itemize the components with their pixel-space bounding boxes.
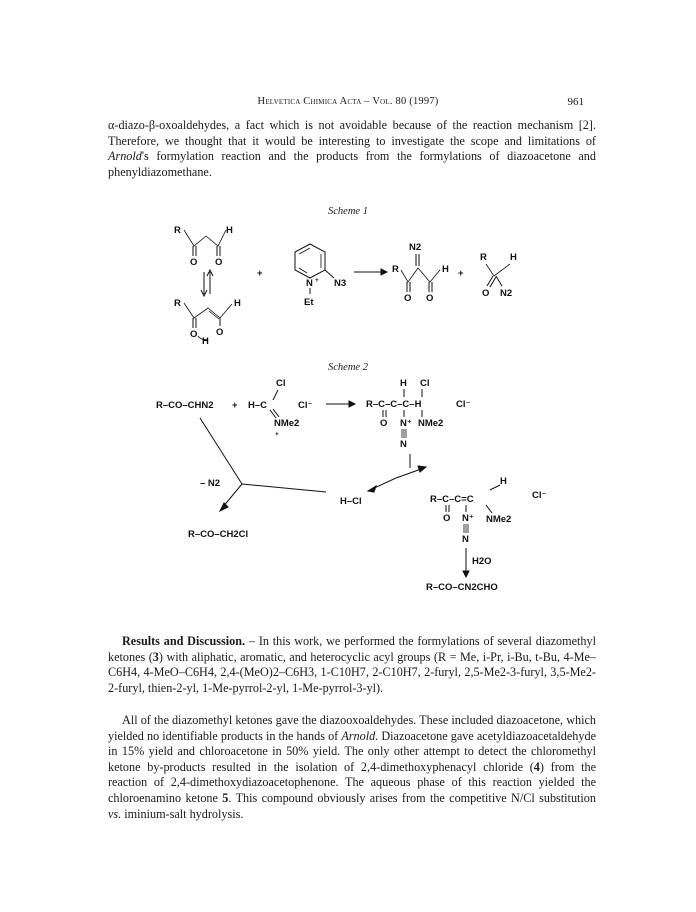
s1-byprod-b1	[486, 264, 494, 276]
s1-H-OH: H	[202, 336, 209, 347]
results-text-a: – In this work, we performed the formylations of several diazomethyl ketones (	[108, 634, 596, 664]
s2-plus: +	[232, 400, 238, 411]
s1-H-enol: H	[234, 298, 241, 309]
intro-text-1: α-diazo-β-oxoaldehydes, a fact which is not avoidable because of the reaction mechanism [2]. Therefore, we thought that it would be interesting to investigate the scope and limitations of	[108, 118, 596, 148]
s2-enamine-N: N	[462, 534, 469, 545]
s2-hydrolysis-arrow-head	[463, 571, 469, 577]
s1-byprod-b2	[494, 264, 510, 276]
results-text-b: ) with aliphatic, aromatic, and heterocyclic acyl groups (R = Me, i-Pr, i-Bu, t-Bu, 4-Me–C6H4, 4-MeO–C6H4, 2,4-(MeO)2–C6H3, 1-C10H7, 2-C10H7, 2-furyl, 2,5-Me2-3-furyl, 3,5-Me2-2-furyl, thien-2-yl, 1-Me-pyrrol-2-yl, 1-Me-pyrrol-3-yl).	[108, 649, 596, 695]
s2-vilsmeier-Clminus: Cl⁻	[298, 400, 313, 411]
s1-N3: N3	[334, 278, 347, 289]
s2-HCl: H–Cl	[340, 496, 362, 507]
intro-author: Arnold	[108, 149, 142, 164]
s1-byprod-COb	[490, 277, 496, 287]
s1-N-plus: +	[315, 277, 319, 284]
s1-O-prod-2: O	[426, 293, 434, 304]
s1-O-keto-2: O	[215, 257, 223, 268]
discussion-text-e: iminium-salt hydrolysis.	[121, 806, 244, 821]
discussion-text-d: . This compound obviously arises from the competitive N/Cl substitution	[228, 790, 596, 805]
s1-pyridinium-ring	[295, 244, 325, 278]
s2-product: R–CO–CN2CHO	[426, 582, 498, 593]
s1-O-enol-1: O	[190, 329, 198, 340]
s1-enol-chain	[184, 303, 232, 318]
results-paragraph	[108, 634, 596, 696]
s2-enamine-NMe2: NMe2	[486, 514, 512, 525]
s1-N2-prod: N2	[409, 242, 422, 253]
s2-vilsmeier-CCl	[273, 390, 278, 400]
intro-text-2: 's formylation reaction and the products from the formylations of diazoacetone and phenyldiazomethane.	[108, 149, 596, 179]
discussion-author: Arnold.	[341, 728, 379, 743]
s2-vilsmeier-HC: H–C	[248, 400, 268, 411]
s2-top-arrow-head	[349, 401, 355, 407]
s2-adduct-Nplus: N⁺	[400, 418, 412, 429]
s2-adduct-N: N	[400, 439, 407, 450]
s2-enamine-Nplus: N⁺	[462, 513, 474, 524]
s2-chloroketone: R–CO–CH2Cl	[188, 529, 249, 540]
discussion-vs: vs.	[108, 806, 122, 821]
discussion-compound-4: 4	[533, 759, 540, 774]
s1-R-enol: R	[174, 298, 181, 309]
s2-enamine-main: R–C–C=C	[430, 494, 474, 505]
s1-R-prod: R	[392, 264, 399, 275]
s2-enamine-Clminus: Cl⁻	[532, 490, 547, 501]
s1-O-prod-1: O	[404, 293, 412, 304]
s2-H2O: H2O	[472, 556, 492, 567]
s1-Et: Et	[304, 297, 314, 308]
s2-diazoketone: R–CO–CHN2	[156, 400, 214, 411]
s2-enamine-H: H	[500, 476, 507, 487]
s2-enamine-CNMe2	[486, 505, 492, 513]
s1-azide-bond	[325, 270, 334, 278]
page-number: 961	[567, 96, 584, 108]
s1-O-keto-1: O	[190, 257, 198, 268]
discussion-text-a: All of the diazomethyl ketones gave the diazooxoaldehydes. These included diazoacetone, which yielded no identifiable products in the hands of	[108, 713, 596, 743]
s1-enol-db	[209, 311, 219, 319]
scheme-2-figure	[150, 372, 570, 612]
results-heading: Results and Discussion.	[122, 634, 246, 648]
s2-adduct-O: O	[380, 418, 388, 429]
s1-byprod-CN	[496, 276, 502, 286]
s2-vilsmeier-charge: +	[275, 431, 279, 438]
s2-adduct-Clminus: Cl⁻	[456, 399, 471, 410]
s2-elim-left-head	[368, 486, 376, 492]
s1-reaction-arrow-head	[381, 269, 387, 275]
s2-adduct-main: R–C–C–C–H	[366, 399, 422, 410]
s1-plus-1: +	[257, 268, 263, 279]
s2-diag-line	[200, 418, 242, 484]
s1-plus-2: +	[458, 268, 464, 279]
s1-byprod-COa	[487, 276, 493, 286]
s2-enamine-CH	[490, 485, 500, 490]
scheme-1-figure	[160, 220, 560, 350]
s1-H-keto: H	[226, 225, 233, 236]
s1-N2-byprod: N2	[500, 288, 513, 299]
s1-H-prod: H	[442, 264, 449, 275]
discussion-compound-5: 5	[222, 790, 229, 805]
s1-O-enol-2: O	[216, 327, 224, 338]
s2-elim-arrow-head	[418, 466, 426, 472]
discussion-paragraph	[108, 713, 596, 822]
s2-adduct-Cl: Cl	[420, 378, 430, 389]
running-head: Helvetica Chimica Acta – Vol. 80 (1997)	[257, 96, 439, 107]
s1-N-pyr: N	[306, 278, 313, 289]
s1-keto-chain	[184, 230, 226, 246]
scheme-1-title: Scheme 1	[328, 206, 368, 217]
s1-R-byprod: R	[480, 252, 487, 263]
s1-O-byprod: O	[482, 288, 490, 299]
intro-paragraph	[108, 118, 596, 180]
s1-R-keto: R	[174, 225, 181, 236]
s2-vilsmeier-NMe2: NMe2	[274, 418, 300, 429]
s1-prod-chain	[401, 268, 440, 282]
s2-adduct-H: H	[400, 378, 407, 389]
s2-minus-N2: – N2	[200, 478, 221, 489]
scheme-2-title: Scheme 2	[328, 362, 368, 373]
s2-enamine-O: O	[443, 513, 451, 524]
s2-branch-down-head	[220, 503, 228, 511]
discussion-text-b: Diazoacetone gave acetyldiazoacetaldehyde in 15% yield and chloroacetone in 50% yield. The only other attempt to detect the chloromethyl ketone by-products resulted in the isolation of 2,4-dimethoxyphenacyl chloride (	[108, 728, 596, 774]
s1-H-byprod: H	[510, 252, 517, 263]
results-compound-3: 3	[152, 649, 159, 664]
s2-adduct-NMe2: NMe2	[418, 418, 444, 429]
s2-vilsmeier-Cl: Cl	[276, 378, 286, 389]
discussion-text-c: ) from the reaction of 2,4-dimethoxydiazoacetophenone. The aqueous phase of this reaction yielded the chloroenamino ketone	[108, 759, 596, 805]
s2-branch-right	[242, 484, 326, 492]
